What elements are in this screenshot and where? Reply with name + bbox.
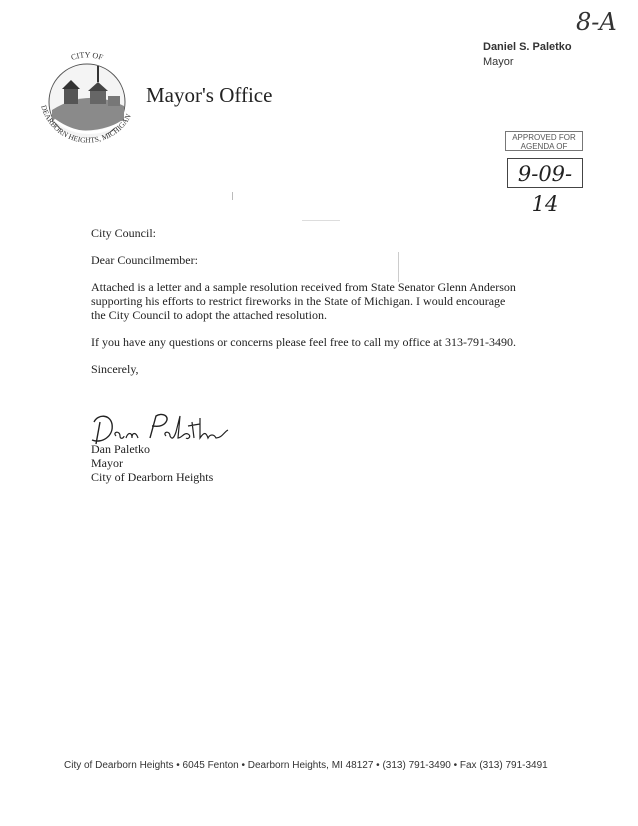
letter-paragraph-1 bbox=[91, 280, 561, 322]
paragraph-1-line-1: Attached is a letter and a sample resolution received from State Senator Glenn Anderson bbox=[91, 280, 516, 294]
seal-bottom-text: DEARBORN HEIGHTS, MICHIGAN bbox=[39, 104, 133, 145]
signer-organization: City of Dearborn Heights bbox=[91, 470, 214, 484]
letter-paragraph-2: If you have any questions or concerns please feel free to call my office at 313-791-3490. bbox=[91, 335, 516, 349]
signer-title: Mayor bbox=[91, 456, 123, 470]
scan-mark bbox=[232, 192, 233, 200]
mayor-title: Mayor bbox=[483, 56, 514, 68]
letter-closing: Sincerely, bbox=[91, 362, 139, 376]
mayor-header-block bbox=[483, 40, 572, 70]
mayor-name: Daniel S. Paletko bbox=[483, 41, 572, 53]
agenda-approval-stamp bbox=[505, 131, 583, 151]
seal-top-text: CITY OF bbox=[69, 50, 105, 63]
handwritten-agenda-number: 8-A bbox=[576, 8, 617, 36]
signature-block bbox=[91, 442, 213, 484]
letter-body bbox=[91, 226, 561, 376]
paragraph-1-line-2: supporting his efforts to restrict fireworks in the State of Michigan. I would encourage bbox=[91, 294, 506, 308]
signer-name: Dan Paletko bbox=[91, 442, 150, 456]
scan-mark bbox=[302, 220, 340, 221]
city-seal-logo bbox=[30, 48, 144, 152]
paragraph-1-line-3: the City Council to adopt the attached resolution. bbox=[91, 308, 327, 322]
letter-salutation: Dear Councilmember: bbox=[91, 253, 198, 267]
stamp-line-1: APPROVED FOR bbox=[512, 133, 576, 142]
office-title: Mayor's Office bbox=[146, 83, 273, 107]
letter-addressee: City Council: bbox=[91, 226, 157, 240]
agenda-date-handwritten: 9-09-14 bbox=[507, 158, 583, 188]
letterhead-footer: City of Dearborn Heights • 6045 Fenton • Dearborn Heights, MI 48127 • (313) 791-3490 • Fax (313) 791-3491 bbox=[64, 760, 548, 771]
stamp-line-2: AGENDA OF bbox=[520, 142, 568, 151]
